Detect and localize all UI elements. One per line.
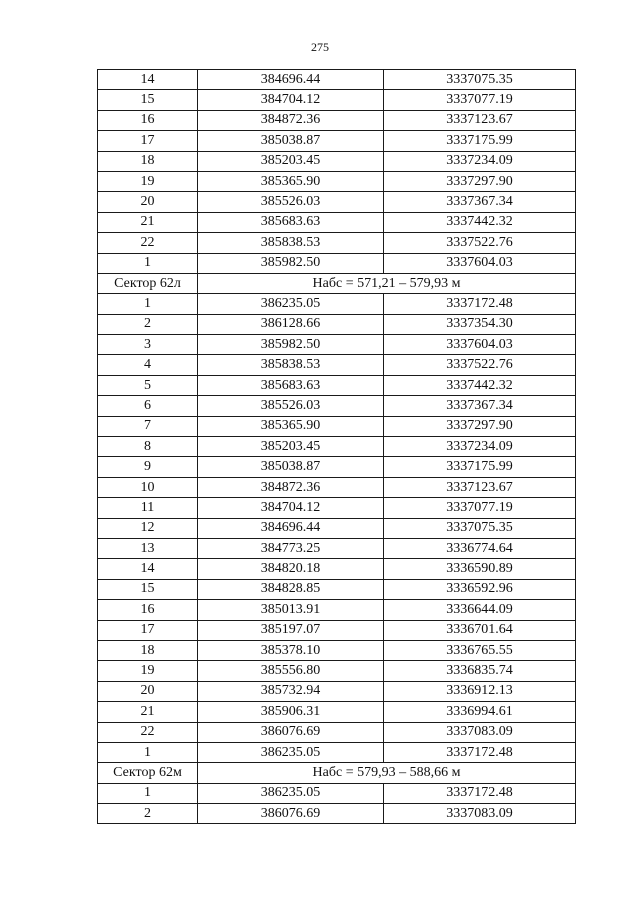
y-coordinate-cell: 3337083.09 (384, 722, 576, 742)
sector-elevation-range: Набс = 571,21 – 579,93 м (198, 273, 576, 293)
y-coordinate-cell: 3336765.55 (384, 640, 576, 660)
y-coordinate-cell: 3337522.76 (384, 355, 576, 375)
y-coordinate-cell: 3337604.03 (384, 253, 576, 273)
table-row (98, 314, 576, 334)
x-coordinate-cell: 384696.44 (198, 518, 384, 538)
table-row (98, 804, 576, 824)
table-row (98, 518, 576, 538)
point-number-cell: 19 (98, 661, 198, 681)
point-number-cell: 2 (98, 804, 198, 824)
x-coordinate-cell: 384828.85 (198, 579, 384, 599)
point-number-cell: 12 (98, 518, 198, 538)
table-row (98, 294, 576, 314)
y-coordinate-cell: 3337367.34 (384, 396, 576, 416)
x-coordinate-cell: 384696.44 (198, 70, 384, 90)
x-coordinate-cell: 385203.45 (198, 437, 384, 457)
x-coordinate-cell: 385982.50 (198, 335, 384, 355)
x-coordinate-cell: 385365.90 (198, 171, 384, 191)
table-row (98, 640, 576, 660)
point-number-cell: 18 (98, 151, 198, 171)
x-coordinate-cell: 385038.87 (198, 131, 384, 151)
sector-label: Сектор 62л (98, 273, 198, 293)
point-number-cell: 11 (98, 498, 198, 518)
point-number-cell: 5 (98, 375, 198, 395)
y-coordinate-cell: 3337442.32 (384, 375, 576, 395)
y-coordinate-cell: 3337172.48 (384, 294, 576, 314)
point-number-cell: 1 (98, 253, 198, 273)
y-coordinate-cell: 3337077.19 (384, 498, 576, 518)
table-row (98, 90, 576, 110)
point-number-cell: 21 (98, 212, 198, 232)
point-number-cell: 15 (98, 90, 198, 110)
y-coordinate-cell: 3337234.09 (384, 437, 576, 457)
table-row (98, 600, 576, 620)
x-coordinate-cell: 386235.05 (198, 783, 384, 803)
y-coordinate-cell: 3337175.99 (384, 457, 576, 477)
table-row (98, 538, 576, 558)
point-number-cell: 21 (98, 702, 198, 722)
table-row (98, 212, 576, 232)
x-coordinate-cell: 384872.36 (198, 477, 384, 497)
y-coordinate-cell: 3336994.61 (384, 702, 576, 722)
x-coordinate-cell: 386128.66 (198, 314, 384, 334)
point-number-cell: 16 (98, 110, 198, 130)
y-coordinate-cell: 3337077.19 (384, 90, 576, 110)
table-row (98, 681, 576, 701)
point-number-cell: 9 (98, 457, 198, 477)
point-number-cell: 1 (98, 294, 198, 314)
x-coordinate-cell: 385526.03 (198, 396, 384, 416)
point-number-cell: 10 (98, 477, 198, 497)
x-coordinate-cell: 385683.63 (198, 212, 384, 232)
y-coordinate-cell: 3337172.48 (384, 742, 576, 762)
x-coordinate-cell: 385203.45 (198, 151, 384, 171)
y-coordinate-cell: 3337354.30 (384, 314, 576, 334)
x-coordinate-cell: 384773.25 (198, 538, 384, 558)
y-coordinate-cell: 3336590.89 (384, 559, 576, 579)
x-coordinate-cell: 385526.03 (198, 192, 384, 212)
point-number-cell: 6 (98, 396, 198, 416)
x-coordinate-cell: 386235.05 (198, 742, 384, 762)
table-row (98, 783, 576, 803)
y-coordinate-cell: 3337075.35 (384, 70, 576, 90)
point-number-cell: 7 (98, 416, 198, 436)
table-row (98, 70, 576, 90)
x-coordinate-cell: 385683.63 (198, 375, 384, 395)
x-coordinate-cell: 385365.90 (198, 416, 384, 436)
table-row (98, 579, 576, 599)
table-row (98, 192, 576, 212)
coordinates-table (97, 69, 576, 824)
point-number-cell: 20 (98, 681, 198, 701)
table-row (98, 233, 576, 253)
x-coordinate-cell: 384820.18 (198, 559, 384, 579)
y-coordinate-cell: 3337367.34 (384, 192, 576, 212)
y-coordinate-cell: 3337442.32 (384, 212, 576, 232)
point-number-cell: 17 (98, 131, 198, 151)
table-row (98, 437, 576, 457)
table-row (98, 396, 576, 416)
table-row (98, 559, 576, 579)
table-row (98, 110, 576, 130)
y-coordinate-cell: 3337123.67 (384, 110, 576, 130)
point-number-cell: 1 (98, 783, 198, 803)
x-coordinate-cell: 385378.10 (198, 640, 384, 660)
y-coordinate-cell: 3336592.96 (384, 579, 576, 599)
x-coordinate-cell: 385838.53 (198, 233, 384, 253)
y-coordinate-cell: 3337083.09 (384, 804, 576, 824)
y-coordinate-cell: 3336644.09 (384, 600, 576, 620)
y-coordinate-cell: 3336835.74 (384, 661, 576, 681)
table-row (98, 477, 576, 497)
sector-header-row (98, 273, 576, 293)
page-number: 275 (311, 40, 329, 54)
y-coordinate-cell: 3337522.76 (384, 233, 576, 253)
x-coordinate-cell: 385982.50 (198, 253, 384, 273)
y-coordinate-cell: 3337175.99 (384, 131, 576, 151)
table-row (98, 661, 576, 681)
x-coordinate-cell: 386235.05 (198, 294, 384, 314)
table-row (98, 702, 576, 722)
point-number-cell: 19 (98, 171, 198, 191)
x-coordinate-cell: 384704.12 (198, 90, 384, 110)
point-number-cell: 14 (98, 70, 198, 90)
point-number-cell: 14 (98, 559, 198, 579)
table-row (98, 375, 576, 395)
x-coordinate-cell: 385906.31 (198, 702, 384, 722)
y-coordinate-cell: 3336774.64 (384, 538, 576, 558)
table-row (98, 335, 576, 355)
table-row (98, 416, 576, 436)
x-coordinate-cell: 386076.69 (198, 804, 384, 824)
sector-header-row (98, 763, 576, 783)
table-row (98, 171, 576, 191)
table-row (98, 498, 576, 518)
x-coordinate-cell: 385732.94 (198, 681, 384, 701)
sector-label: Сектор 62м (98, 763, 198, 783)
table-row (98, 722, 576, 742)
point-number-cell: 15 (98, 579, 198, 599)
point-number-cell: 20 (98, 192, 198, 212)
y-coordinate-cell: 3337123.67 (384, 477, 576, 497)
x-coordinate-cell: 384704.12 (198, 498, 384, 518)
point-number-cell: 4 (98, 355, 198, 375)
sector-elevation-range: Набс = 579,93 – 588,66 м (198, 763, 576, 783)
table-row (98, 131, 576, 151)
point-number-cell: 3 (98, 335, 198, 355)
x-coordinate-cell: 385038.87 (198, 457, 384, 477)
table-row (98, 620, 576, 640)
y-coordinate-cell: 3337234.09 (384, 151, 576, 171)
y-coordinate-cell: 3337297.90 (384, 416, 576, 436)
coordinates-table-body (98, 70, 576, 824)
table-row (98, 457, 576, 477)
x-coordinate-cell: 385197.07 (198, 620, 384, 640)
y-coordinate-cell: 3336912.13 (384, 681, 576, 701)
point-number-cell: 16 (98, 600, 198, 620)
point-number-cell: 2 (98, 314, 198, 334)
table-row (98, 355, 576, 375)
table-row (98, 742, 576, 762)
x-coordinate-cell: 385013.91 (198, 600, 384, 620)
point-number-cell: 8 (98, 437, 198, 457)
y-coordinate-cell: 3337604.03 (384, 335, 576, 355)
y-coordinate-cell: 3337297.90 (384, 171, 576, 191)
x-coordinate-cell: 386076.69 (198, 722, 384, 742)
point-number-cell: 13 (98, 538, 198, 558)
point-number-cell: 17 (98, 620, 198, 640)
x-coordinate-cell: 385838.53 (198, 355, 384, 375)
point-number-cell: 1 (98, 742, 198, 762)
x-coordinate-cell: 384872.36 (198, 110, 384, 130)
table-row (98, 151, 576, 171)
point-number-cell: 22 (98, 722, 198, 742)
point-number-cell: 22 (98, 233, 198, 253)
table-row (98, 253, 576, 273)
y-coordinate-cell: 3336701.64 (384, 620, 576, 640)
point-number-cell: 18 (98, 640, 198, 660)
y-coordinate-cell: 3337075.35 (384, 518, 576, 538)
y-coordinate-cell: 3337172.48 (384, 783, 576, 803)
x-coordinate-cell: 385556.80 (198, 661, 384, 681)
